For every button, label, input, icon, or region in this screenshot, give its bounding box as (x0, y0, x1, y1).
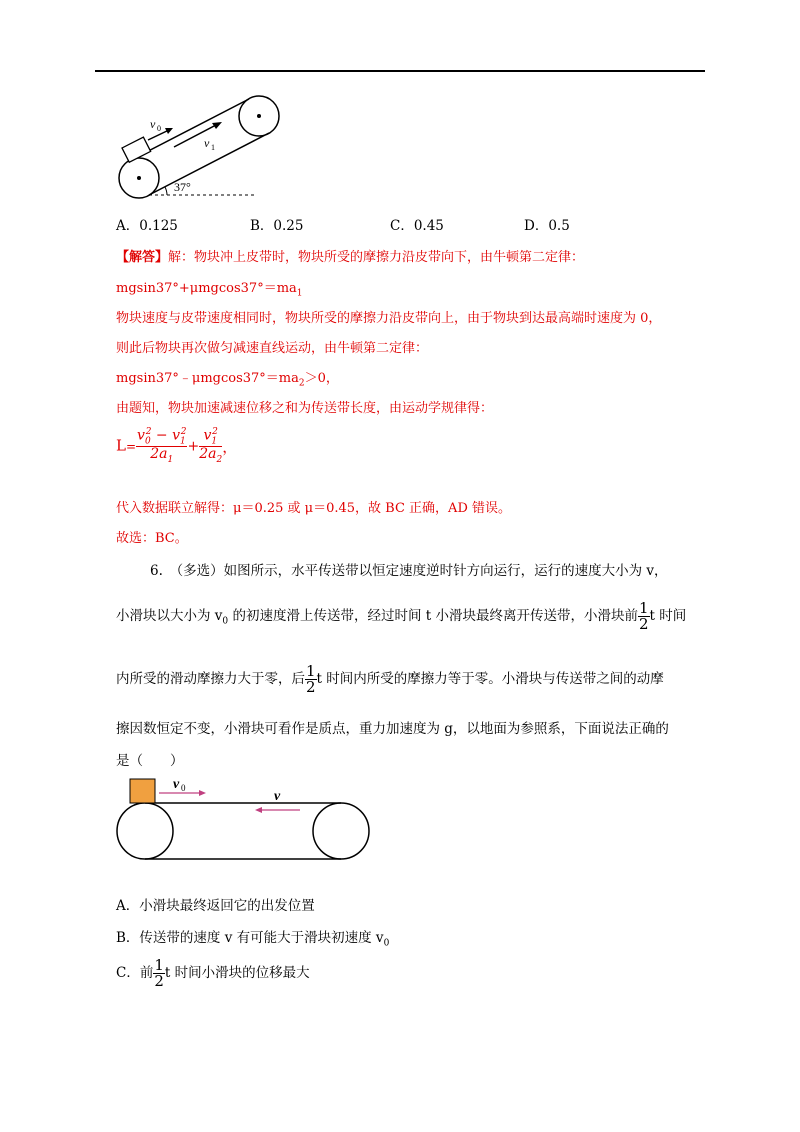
v0-label: v (150, 117, 156, 131)
q6-option-b: B．传送带的速度 v 有可能大于滑块初速度 $v_0$ (116, 930, 390, 949)
question-number: 6. (150, 563, 163, 579)
right-pulley (313, 803, 369, 859)
solution-line-5: 代入数据联立解得：μ＝0.25 或 μ＝0.45，故 BC 正确，AD 错误。 (116, 501, 512, 516)
solution-line-2: 物块速度与皮带速度相同时，物块所受的摩擦力沿皮带向上，由于物块到达最高端时速度为 0， (116, 311, 662, 326)
question-6-line-1: 6. （多选）如图所示，水平传送带以恒定速度逆时针方向运行，运行的速度大小为 v， (150, 563, 668, 579)
svg-text:0: 0 (157, 124, 161, 133)
v-label: v (274, 789, 281, 804)
left-pulley (117, 803, 173, 859)
header-rule (95, 70, 705, 72)
v0-label: v (173, 777, 180, 792)
q6-option-c: C．前 $\frac{1}{2}$ t 时间小滑块的位移最大 (116, 956, 310, 990)
q6-option-a: A．小滑块最终返回它的出发位置 (116, 898, 315, 914)
solution-line-1: 【解答】解：物块冲上皮带时，物块所受的摩擦力沿皮带向下，由牛顿第二定律： (116, 250, 585, 265)
svg-text:0: 0 (181, 783, 186, 793)
option-c: C．0.45 (390, 218, 444, 234)
question-6-line-4: 擦因数恒定不变，小滑块可看作是质点，重力加速度为 g，以地面为参照系，下面说法正确的 (116, 721, 669, 737)
solution-tag: 【解答】 (116, 250, 169, 265)
option-a: A．0.125 (116, 218, 178, 234)
option-b: B．0.25 (250, 218, 304, 234)
question-6-line-5: 是（ ） (116, 753, 184, 769)
question-6-line-3: 内所受的滑动摩擦力大于零，后 $\frac{1}{2}$ t 时间内所受的摩擦力等于零。小滑块与传送带之间的动摩 (116, 662, 664, 696)
v1-label: v (204, 136, 210, 150)
option-d: D．0.5 (524, 218, 570, 234)
answer-line: 故选：BC。 (116, 531, 188, 546)
equation-2: $mgsin37^\circ﹣\mu mgcos37^\circ=ma_2>0$， (116, 371, 339, 389)
slider-block (130, 779, 155, 803)
question-6-line-2: 小滑块以大小为 $v_0$ 的初速度滑上传送带，经过时间 t 小滑块最终离开传送带，小滑块前 $\frac{1}{2}$ t 时间 (116, 599, 687, 633)
incline-belt-figure (112, 92, 282, 200)
solution-line-3: 则此后物块再次做匀减速直线运动，由牛顿第二定律： (116, 341, 429, 356)
equation-1: $mgsin37^\circ+\mu mgcos37^\circ=ma_1$ (116, 281, 303, 299)
equation-3: L= $\frac{v_0^2 - v_1^2}{2a_1}$ + $\frac{v_1^2}{2a_2}$ ， (116, 427, 238, 466)
solution-line-4: 由题知，物块加速减速位移之和为传送带长度，由运动学规律得： (116, 401, 494, 416)
block (122, 137, 151, 162)
svg-text:1: 1 (211, 143, 215, 152)
angle-label: 37° (174, 180, 191, 194)
horizontal-belt-figure (114, 770, 376, 864)
